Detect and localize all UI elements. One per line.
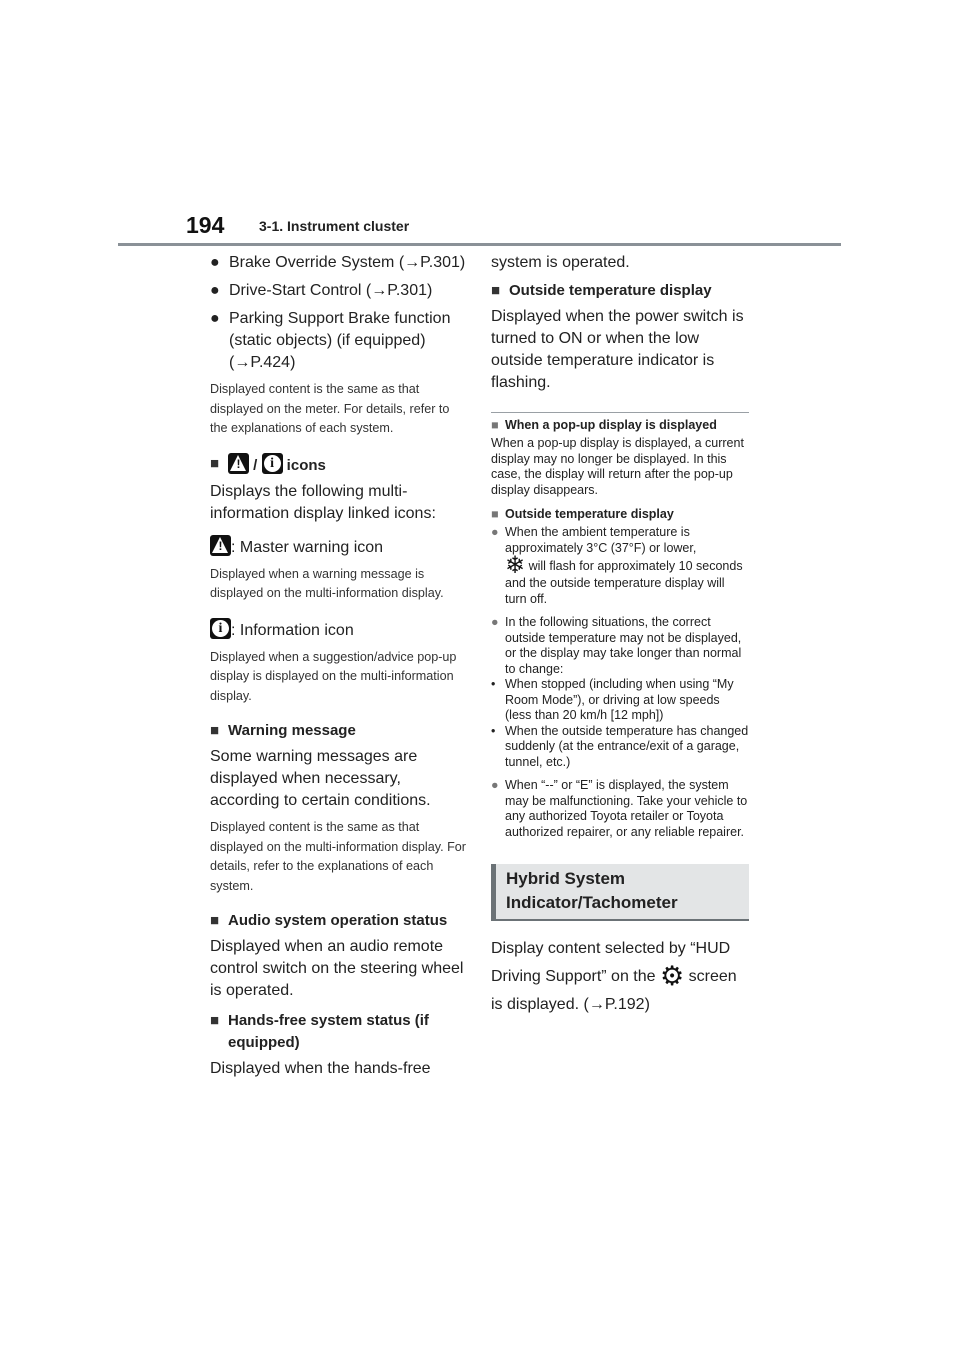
bullet-icon: ●	[210, 254, 220, 271]
square-icon: ■	[491, 507, 499, 521]
left-column	[210, 252, 468, 1086]
sub-list-item: • When stopped (including when using “My Room Mode”), or driving at low speeds (less than 20 km/h [12 mph])	[491, 677, 734, 722]
information-note: Displayed when a suggestion/advice pop-up display is displayed on the multi-information display.	[210, 649, 457, 703]
information-icon	[262, 453, 283, 474]
outside-temp-body: Displayed when the power switch is turned to ON or when the low outside temperature indicator is flashing.	[491, 308, 744, 391]
list-item: ● In the following situations, the correct outside temperature may not be displayed, or the display may take longer than normal to change:	[491, 615, 742, 676]
list-item: ● Drive-Start Control (→P.301)	[210, 280, 468, 302]
section-body: Display content selected by “HUD Driving Support” on the ⚙ screen is displayed. (→P.192)	[491, 940, 737, 1013]
header-divider	[118, 243, 841, 246]
warning-message-heading: ■ Warning message	[210, 720, 468, 742]
gear-icon: ⚙	[659, 961, 685, 991]
square-icon: ■	[210, 1012, 220, 1029]
audio-body: Displayed when an audio remote control switch on the steering wheel is operated.	[210, 938, 464, 999]
section-title: Hybrid System Indicator/Tachometer	[506, 869, 678, 912]
square-icon: ■	[210, 722, 220, 739]
outside-temp-heading: ■ Outside temperature display	[491, 280, 749, 302]
bullet-icon: ●	[210, 310, 220, 327]
outside-temp-info-heading: ■ Outside temperature display	[491, 507, 674, 521]
right-column	[491, 252, 749, 1025]
bullet-icon: ●	[491, 615, 499, 629]
warning-message-note: Displayed content is the same as that displayed on the multi-information display. For details, refer to the explanations of each system.	[210, 820, 466, 893]
square-icon: ■	[491, 418, 499, 432]
information-icon	[210, 618, 231, 639]
page-header	[0, 0, 960, 250]
warning-message-body: Some warning messages are displayed when necessary, according to certain conditions.	[210, 748, 431, 809]
handsfree-body: Displayed when the hands-free	[210, 1060, 431, 1077]
note-meter: Displayed content is the same as that displayed on the meter. For details, refer to the explanations of each system.	[210, 382, 450, 435]
master-warning-note: Displayed when a warning message is displayed on the multi-information display.	[210, 566, 444, 600]
information-row: i: Information icon	[210, 618, 468, 642]
warning-triangle-icon	[228, 453, 249, 474]
warning-triangle-icon	[210, 535, 231, 556]
popup-text: When a pop-up display is displayed, a current display may no longer be displayed. In this case, the display will return after the pop-up display disappears.	[491, 436, 744, 497]
master-warning-row: !: Master warning icon	[210, 535, 468, 559]
bullet-icon: •	[491, 723, 496, 738]
icons-heading: ■ ! / i icons	[210, 453, 468, 477]
list-item: ● Brake Override System (→P.301)	[210, 252, 468, 274]
list-item: ● When “--” or “E” is displayed, the system may be malfunctioning. Take your vehicle to any authorized Toyota retailer or Toyota authorized repairer, or any reliable repairer.	[491, 778, 748, 839]
sub-list-item: • When the outside temperature has changed suddenly (at the entrance/exit of a garage, tunnel, etc.)	[491, 723, 749, 769]
icons-body: Displays the following multi-information display linked icons:	[210, 482, 436, 522]
snowflake-icon: ❄	[505, 552, 526, 579]
square-icon: ■	[491, 282, 501, 299]
section-title-box	[491, 864, 749, 921]
bullet-icon: ●	[210, 282, 220, 299]
square-icon: ■	[210, 454, 220, 472]
bullet-icon: ●	[491, 525, 499, 539]
chapter-title: 3-1. Instrument cluster	[259, 218, 410, 234]
info-box	[491, 412, 749, 840]
page-number: 194	[186, 212, 225, 238]
bullet-icon: ●	[491, 778, 499, 792]
list-item: ● When the ambient temperature is approximately 3°C (37°F) or lower, ❄ will flash for approximately 10 seconds and the outside temperature display will turn off.	[491, 525, 743, 606]
handsfree-heading: ■ Hands-free system status (if equipped)	[210, 1012, 429, 1051]
bullet-icon: •	[491, 677, 496, 691]
list-item: ● Parking Support Brake function (static objects) (if equipped) (→P.424)	[210, 310, 451, 371]
square-icon: ■	[210, 912, 220, 929]
popup-heading: ■ When a pop-up display is displayed	[491, 418, 717, 432]
audio-heading: ■ Audio system operation status	[210, 910, 468, 932]
continuation-text: system is operated.	[491, 254, 630, 271]
